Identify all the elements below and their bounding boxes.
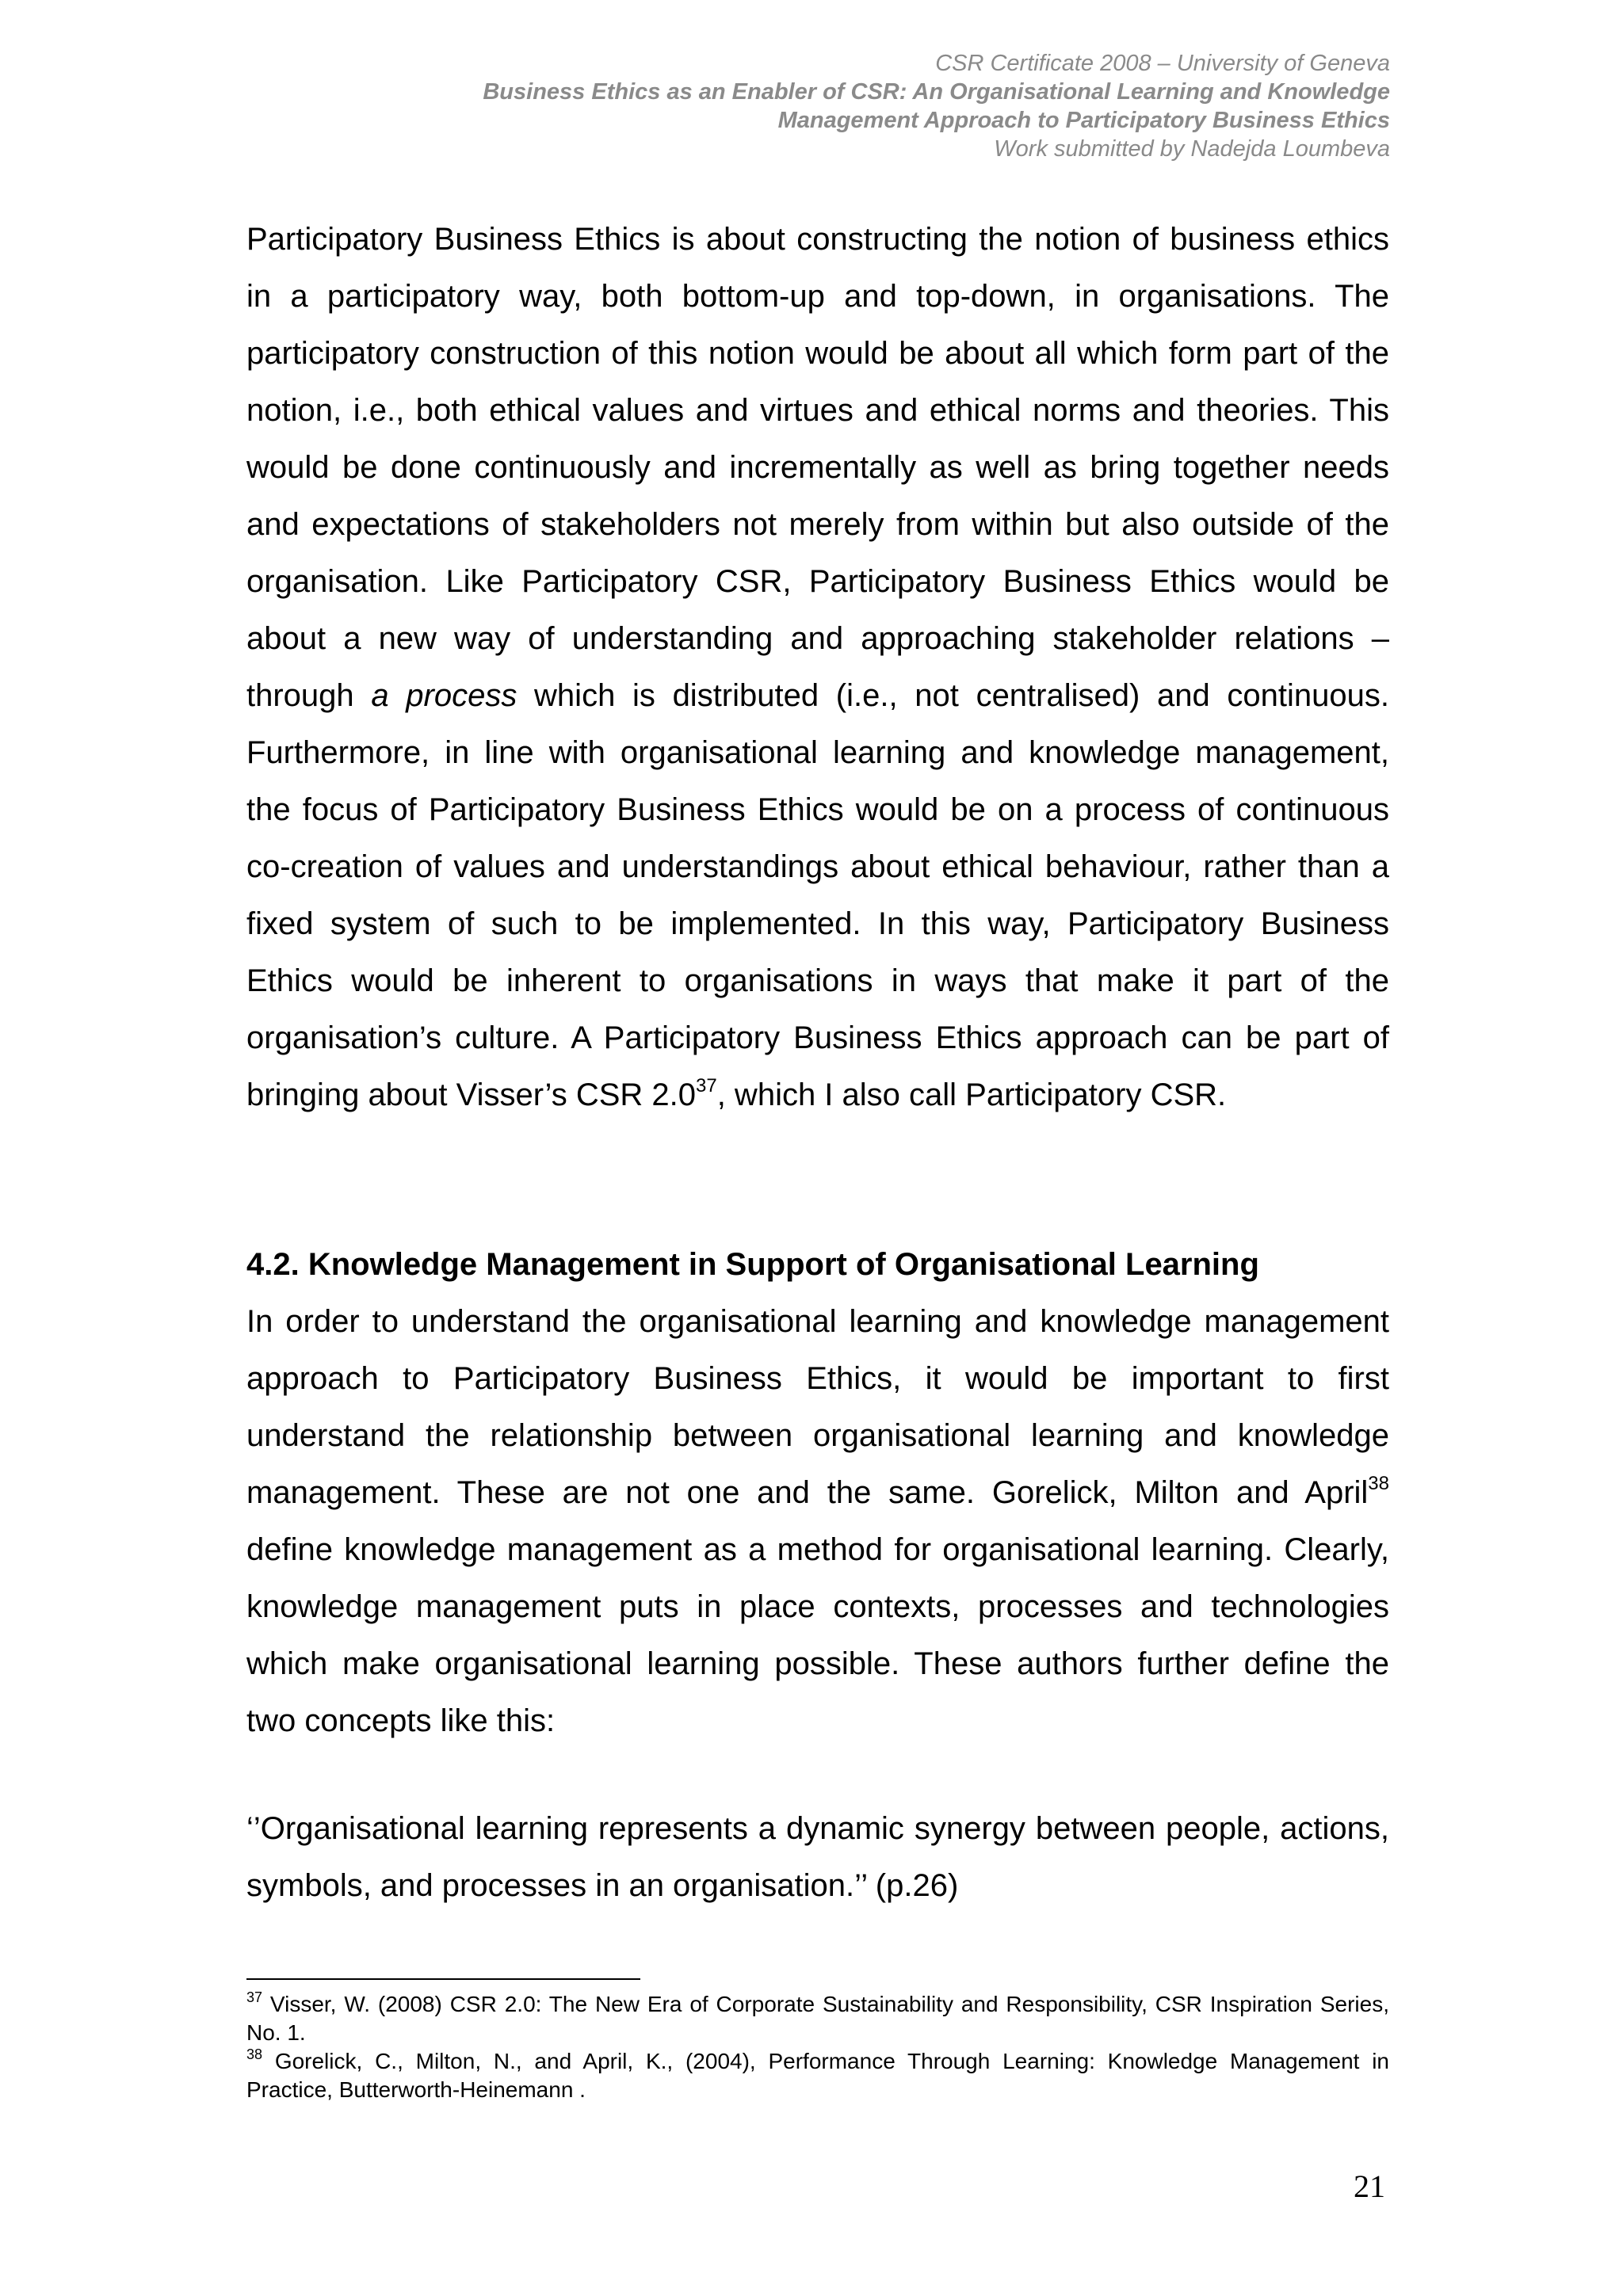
paragraph-text: , which I also call Participatory CSR. — [716, 1077, 1227, 1112]
running-header — [360, 49, 1390, 163]
header-title-line-1: Business Ethics as an Enabler of CSR: An Organisational Learning and Knowledge — [483, 79, 1390, 105]
footnote-38 — [246, 2047, 1389, 2104]
footnote-separator — [246, 1978, 640, 1980]
paragraph-text: Participatory Business Ethics is about constructing the notion of business ethics in a participatory way, both bottom-up and top-down, in organisations. The participatory construction of this notion would be about all which form part of the notion, i.e., both ethical values and virtues and ethical norms and theories. This would be done continuously and incrementally as well as bring together needs and expectations of stakeholders not merely from within but also outside of the organisation. Like Participatory CSR, Participatory Business Ethics would be about a new way of understanding and approaching stakeholder relations – through — [246, 222, 1389, 713]
paragraph-text: In order to understand the organisational learning and knowledge management approach to Participatory Business Ethics, it would be important to first understand the relationship between organisational learning and knowledge management. These are not one and the same. Gorelick, Milton and April — [246, 1304, 1389, 1510]
emphasis-text: a process — [371, 678, 517, 713]
page-number: 21 — [1354, 2168, 1385, 2204]
footnote-number: 38 — [246, 2046, 263, 2062]
footnote-number: 37 — [246, 1989, 263, 2005]
footnote-text: Gorelick, C., Milton, N., and April, K., (2004), Performance Through Learning: Knowledge Management in Practice, Butterworth-Heinemann . — [246, 2049, 1389, 2102]
header-certificate-line: CSR Certificate 2008 – University of Geneva — [935, 51, 1390, 76]
quotation: ‘’Organisational learning represents a dynamic synergy between people, actions, symbols, and processes in an organisation.’’ (p.26) — [246, 1811, 1389, 1903]
paragraph-participatory-business-ethics — [246, 211, 1389, 1123]
footnote-reference-38: 38 — [1368, 1473, 1389, 1494]
section-heading: 4.2. Knowledge Management in Support of Organisational Learning — [246, 1247, 1259, 1282]
footnote-37 — [246, 1990, 1389, 2047]
paragraph-text: which is distributed (i.e., not centralised) and continuous. Furthermore, in line with organisational learning and knowledge management, the focus of Participatory Business Ethics would be on a process of continuous co-creation of values and understandings about ethical behaviour, rather than a fixed system of such to be implemented. In this way, Participatory Business Ethics would be inherent to organisations in ways that make it part of the organisation’s culture. A Participatory Business Ethics approach can be part of bringing about Visser’s CSR 2.0 — [246, 678, 1390, 1112]
paragraph-knowledge-management — [246, 1293, 1389, 1749]
footnote-text: Visser, W. (2008) CSR 2.0: The New Era of Corporate Sustainability and Responsibility, CSR Inspiration Series, No. 1. — [246, 1992, 1389, 2045]
footnotes — [246, 1990, 1389, 2104]
header-author-line: Work submitted by Nadejda Loumbeva — [994, 136, 1390, 162]
paragraph-text: define knowledge management as a method for organisational learning. Clearly, knowledge management puts in place contexts, processes and technologies which make organisational learning possible. These authors further define the two concepts like this: — [246, 1532, 1389, 1738]
footnote-reference-37: 37 — [696, 1075, 717, 1097]
header-title-line-2: Management Approach to Participatory Business Ethics — [777, 108, 1390, 133]
